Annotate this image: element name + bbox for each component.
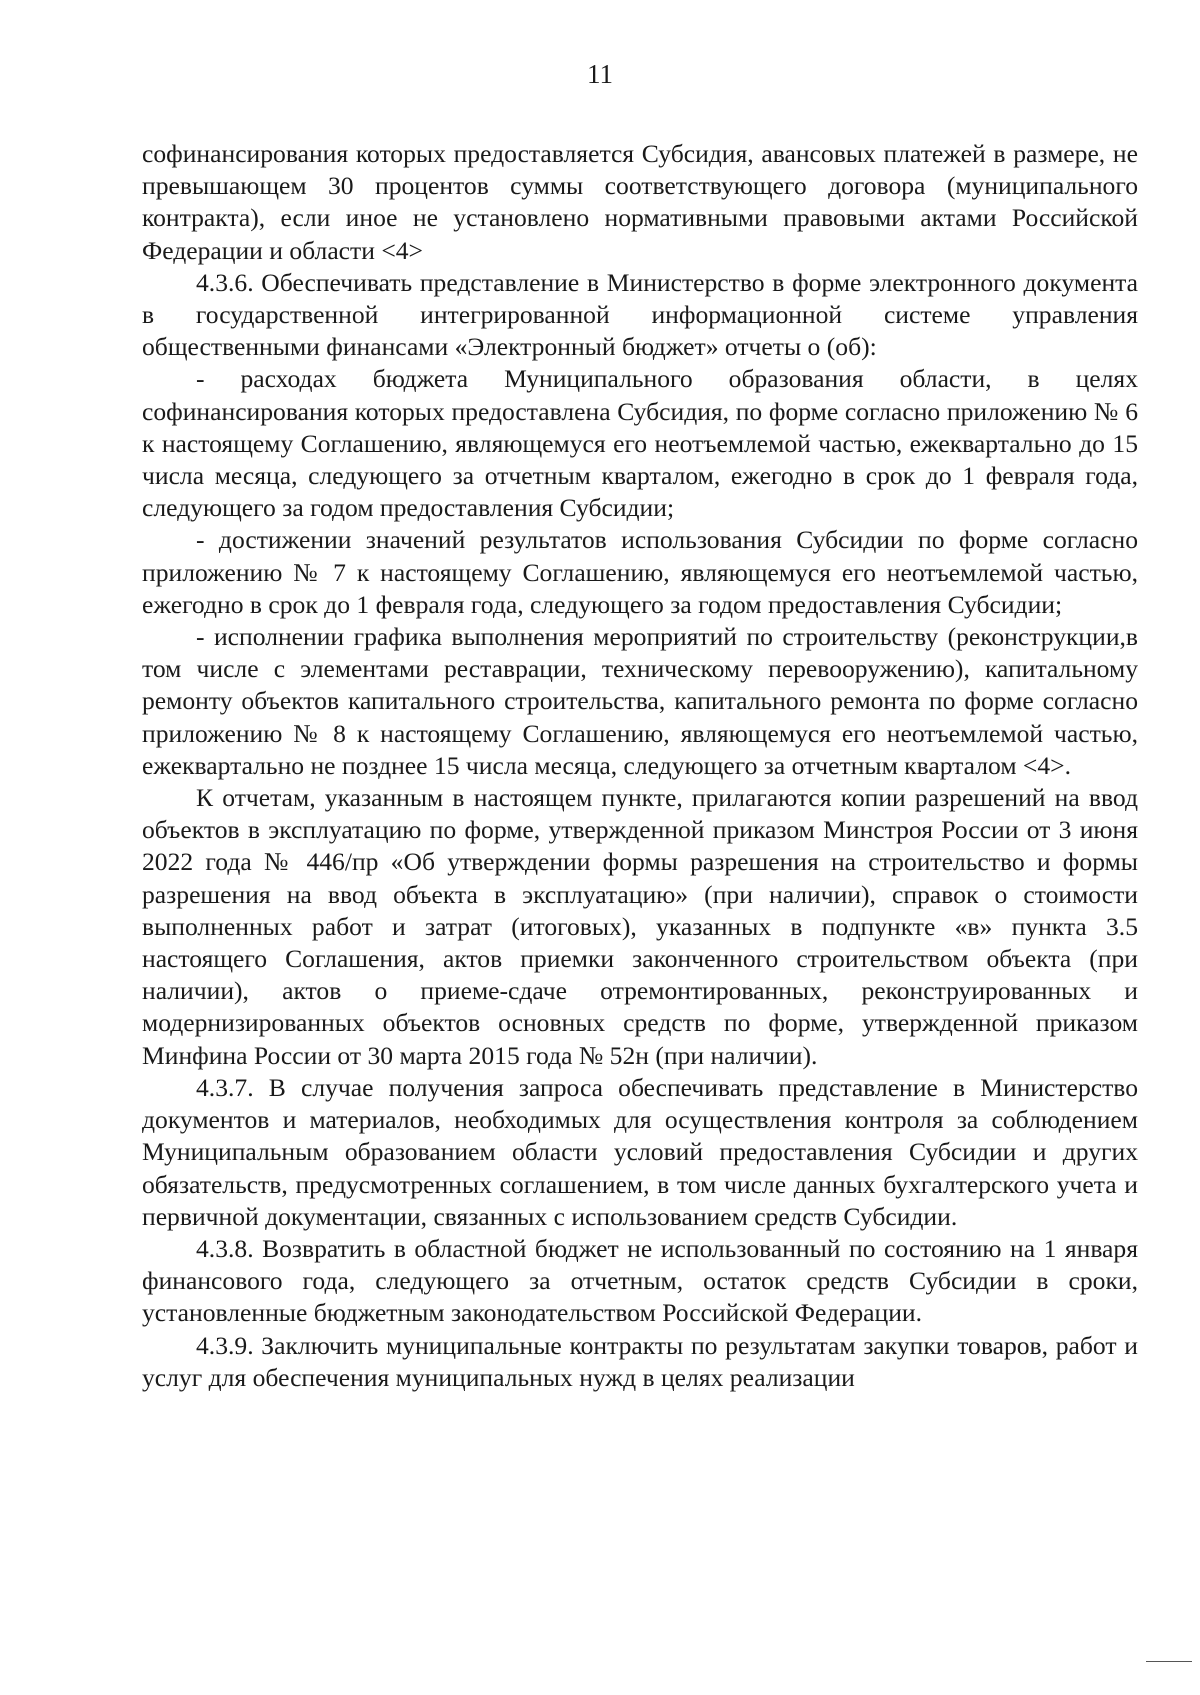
list-item-results-report: - достижении значений результатов использования Субсидии по форме согласно приложению № 7 к настоящему Соглашению, являющемуся его неотъемлемой частью, ежегодно в срок до 1 февраля года, следующего за годом предоставления Субсидии; <box>142 525 1138 619</box>
paragraph-attachments: К отчетам, указанным в настоящем пункте, прилагаются копии разрешений на ввод объектов в эксплуатацию по форме, утвержденной приказом Минстроя России от 3 июня 2022 года № 446/пр «Об утверждении формы разрешения на строительство и формы разрешения на ввод объекта в эксплуатацию» (при наличии), справок о стоимости выполненных работ и затрат (итоговых), указанных в подпункте «в» пункта 3.5 настоящего Соглашения, актов приемки законченного строительством объекта (при наличии), актов о приеме-сдаче отремонтированных, реконструированных и модернизированных объектов основных средств по форме, утвержденной приказом Минфина России от 30 марта 2015 года № 52н (при наличии). <box>142 783 1138 1070</box>
paragraph-4-3-6: 4.3.6. Обеспечивать представление в Министерство в форме электронного документа в государственной интегрированной информационной системе управления общественными финансами «Электронный бюджет» отчеты о (об): <box>142 267 1138 362</box>
page-number: 11 <box>587 59 613 89</box>
document-body <box>142 138 1138 1394</box>
paragraph-4-3-8: 4.3.8. Возвратить в областной бюджет не использованный по состоянию на 1 января финансового года, следующего за отчетным, остаток средств Субсидии в сроки, установленные бюджетным законодательством Российской Федерации. <box>142 1233 1138 1328</box>
paragraph-continuation: софинансирования которых предоставляется Субсидия, авансовых платежей в размере, не превышающем 30 процентов суммы соответствующего договора (муниципального контракта), если иное не установлено нормативными правовыми актами Российской Федерации и области <4> <box>142 139 1138 265</box>
scan-corner-mark <box>1146 1661 1192 1662</box>
list-item-expenses-report: - расходах бюджета Муниципального образования области, в целях софинансирования которых предоставлена Субсидия, по форме согласно приложению № 6 к настоящему Соглашению, являющемуся его неотъемлемой частью, ежеквартально до 15 числа месяца, следующего за отчетным кварталом, ежегодно в срок до 1 февраля года, следующего за годом предоставления Субсидии; <box>142 364 1138 523</box>
paragraph-4-3-9: 4.3.9. Заключить муниципальные контракты по результатам закупки товаров, работ и услуг для обеспечения муниципальных нужд в целях реализации <box>142 1330 1138 1392</box>
paragraph-4-3-7: 4.3.7. В случае получения запроса обеспечивать представление в Министерство документов и материалов, необходимых для осуществления контроля за соблюдением Муниципальным образованием области условий предоставления Субсидии и других обязательств, предусмотренных соглашением, в том числе данных бухгалтерского учета и первичной документации, связанных с использованием средств Субсидии. <box>142 1072 1138 1231</box>
list-item-schedule-report: - исполнении графика выполнения мероприятий по строительству (реконструкции,в том числе с элементами реставрации, техническому перевооружению), капитальному ремонту объектов капитального строительства, капитального ремонта по форме согласно приложению № 8 к настоящему Соглашению, являющемуся его неотъемлемой частью, ежеквартально не позднее 15 числа месяца, следующего за отчетным кварталом <4>. <box>142 622 1138 780</box>
